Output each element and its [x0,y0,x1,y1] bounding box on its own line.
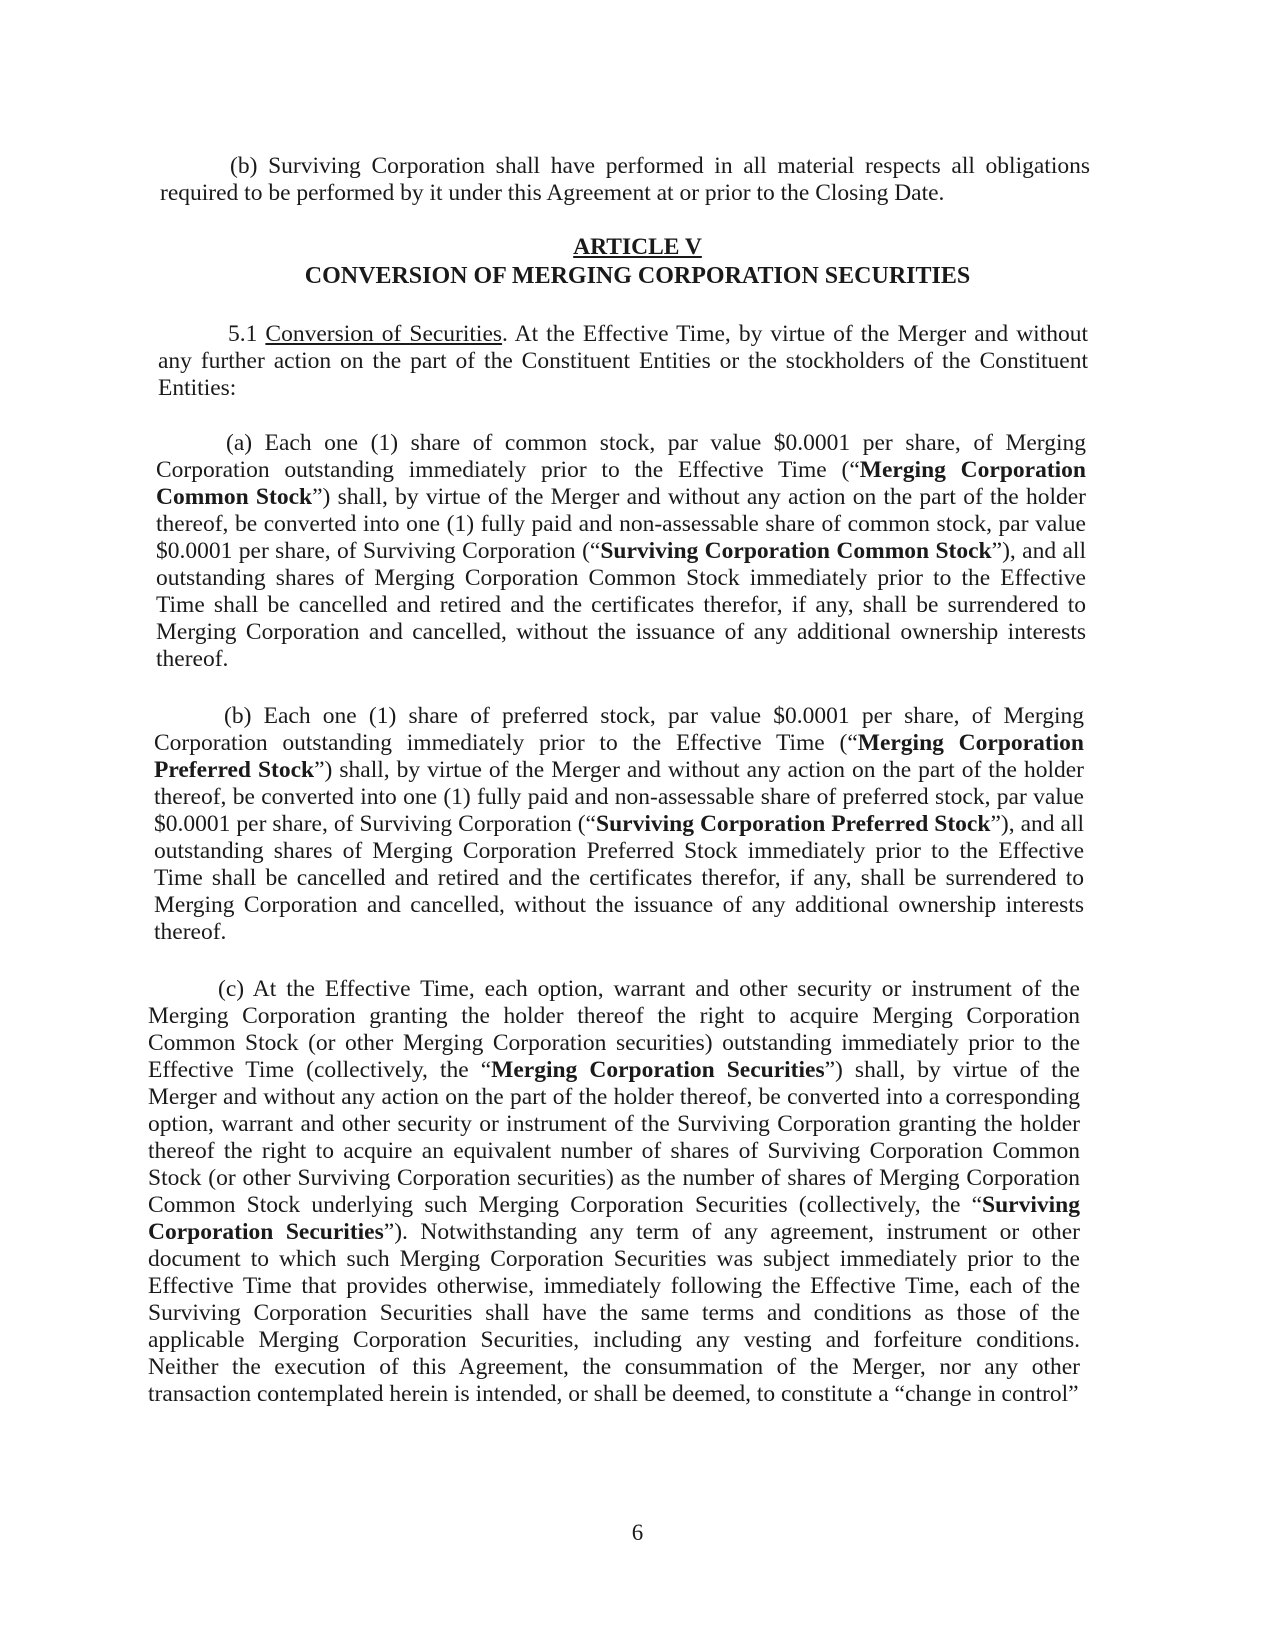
paragraph-c: (c) At the Effective Time, each option, warrant and other security or instrument of the Merging Corporation granting the holder thereof the right to acquire Merging Corporation Common Stock (or other Merging Corporation securities) outstanding immediately prior to the Effective Time (collectively, the “Merging Corporation Securities”) shall, by virtue of the Merger and without any action on the part of the holder thereof, be converted into a corresponding option, warrant and other security or instrument of the Surviving Corporation granting the holder thereof the right to acquire an equivalent number of shares of Surviving Corporation Common Stock (or other Surviving Corporation securities) as the number of shares of Merging Corporation Common Stock underlying such Merging Corporation Securities (collectively, the “Surviving Corporation Securities”). Notwithstanding any term of any agreement, instrument or other document to which such Merging Corporation Securities was subject immediately prior to the Effective Time that provides otherwise, immediately following the Effective Time, each of the Surviving Corporation Securities shall have the same terms and conditions as those of the applicable Merging Corporation Securities, including any vesting and forfeiture conditions. Neither the execution of this Agreement, the consummation of the Merger, nor any other transaction contemplated herein is intended, or shall be deemed, to constitute a “change in control” [148,976,1081,1407]
paragraph-a: (a) Each one (1) share of common stock, par value $0.0001 per share, of Merging Corporation outstanding immediately prior to the Effective Time (“Merging Corporation Common Stock”) shall, by virtue of the Merger and without any action on the part of the holder thereof, be converted into one (1) fully paid and non-assessable share of common stock, par value $0.0001 per share, of Surviving Corporation (“Surviving Corporation Common Stock”), and all outstanding shares of Merging Corporation Common Stock immediately prior to the Effective Time shall be cancelled and retired and the certificates therefor, if any, shall be surrendered to Merging Corporation and cancelled, without the issuance of any additional ownership interests thereof. [156,430,1087,672]
article-title: CONVERSION OF MERGING CORPORATION SECURITIES [304,263,971,289]
page-number: 6 [631,1520,644,1545]
defined-term: Merging Corporation Common Stock [156,457,1086,510]
article-number: ARTICLE V [573,234,702,260]
defined-term: Merging Corporation Preferred Stock [154,730,1084,783]
paragraph-b: (b) Each one (1) share of preferred stock, par value $0.0001 per share, of Merging Corporation outstanding immediately prior to the Effective Time (“Merging Corporation Preferred Stock”) shall, by virtue of the Merger and without any action on the part of the holder thereof, be converted into one (1) fully paid and non-assessable share of preferred stock, par value $0.0001 per share, of Surviving Corporation (“Surviving Corporation Preferred Stock”), and all outstanding shares of Merging Corporation Preferred Stock immediately prior to the Effective Time shall be cancelled and retired and the certificates therefor, if any, shall be surrendered to Merging Corporation and cancelled, without the issuance of any additional ownership interests thereof. [154,703,1085,945]
section-heading: Conversion of Securities [265,321,503,347]
section-number: 5.1 [228,321,258,347]
defined-term: Surviving Corporation Common Stock [600,538,992,564]
defined-term: Merging Corporation Securities [491,1057,825,1083]
defined-term: Surviving Corporation Preferred Stock [596,811,991,837]
section-5-1: 5.1 Conversion of Securities. At the Effective Time, by virtue of the Merger and without any further action on the part of the Constituent Entities or the stockholders of the Constituent Entities: [158,321,1089,401]
closing-condition-b: (b) Surviving Corporation shall have performed in all material respects all obligations required to be performed by it under this Agreement at or prior to the Closing Date. [160,153,1090,206]
defined-term: Surviving Corporation Securities [148,1192,1080,1245]
